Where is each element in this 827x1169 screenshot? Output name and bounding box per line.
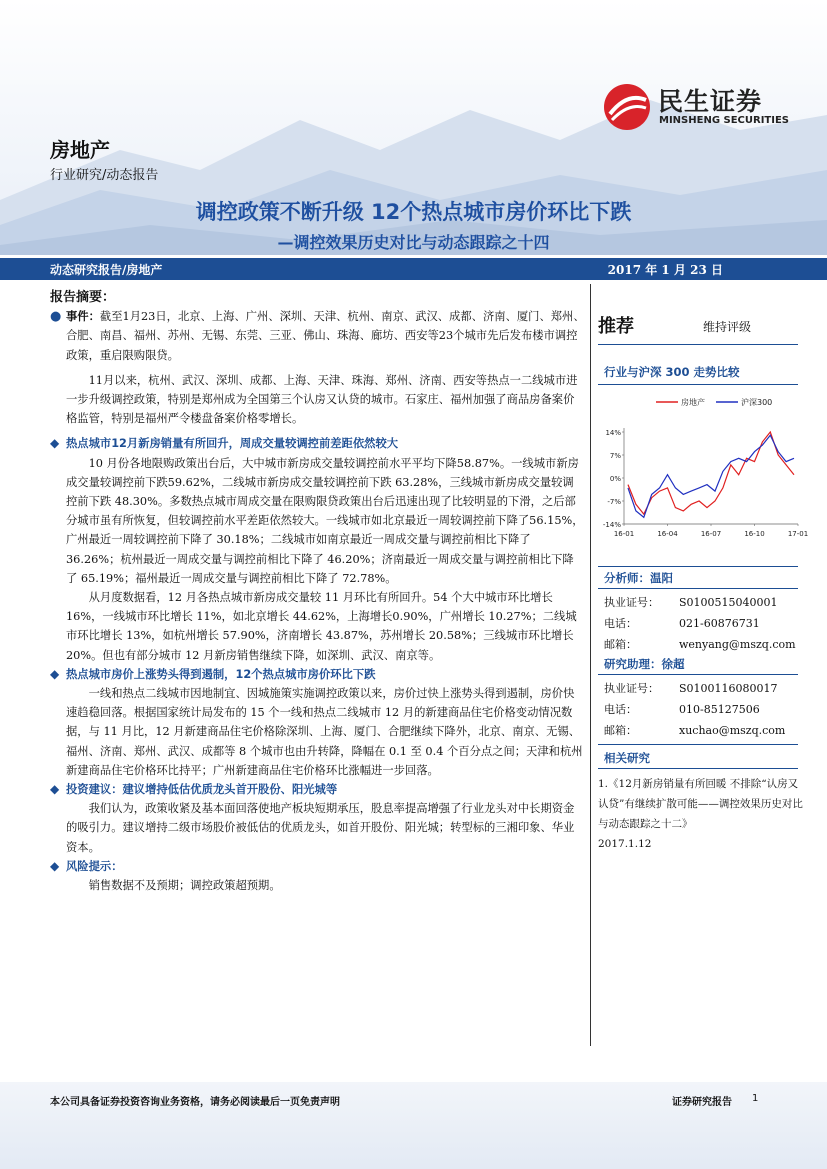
analyst-phone-row: 电话： 021-60876731 [604, 617, 760, 630]
rating-note: 维持评级 [703, 320, 752, 334]
related-heading: 相关研究 [604, 751, 650, 765]
assistant-phone-row: 电话： 010-85127506 [604, 703, 760, 716]
y-tick-label: 14% [605, 429, 621, 437]
section-1-heading: 热点城市12月新房销量有所回升，周成交量较调控前差距依然较大 [66, 437, 399, 451]
section-2-heading: 热点城市房价上涨势头得到遏制，12个热点城市房价环比下跌 [66, 667, 376, 681]
event-text: 截至1月23日，北京、上海、广州、深圳、天津、杭州、南京、武汉、成都、济南、厦门、郑州、合肥、南昌、福州、苏州、无锡、东莞、三亚、佛山、珠海、廊坊、西安等23个城市先后发布楼市调控政策，重启限购限贷。 [66, 310, 585, 362]
bullet-diamond-icon: ◆ [50, 436, 60, 451]
divider [598, 768, 798, 769]
x-tick-label: 16-04 [657, 530, 678, 538]
section-2 [50, 665, 585, 780]
bullet-dot-icon: ● [50, 309, 62, 325]
rating: 推荐 [598, 316, 634, 337]
analyst-license-row: 执业证号： S0100515040001 [604, 596, 778, 609]
section-1-paragraph-1: 10 月份各地限购政策出台后，大中城市新房成交量较调控前水平平均下降58.87%。一线城市新房成交量较调控前下跌59.62%，二线城市新房成交量较调控前下跌 63.28%，三线城市新房成交量较调控前下跌 48.30%。多数热点城市周成交量在限购限贷政策出台后迅速出现了比较明显的下滑，之后部分城市虽有所恢复，但较调控前水平差距依然较大。一线城市如北京最近一周较调控前下降了56.15%，广州最近一周较调控前下降了 30.18%；二线城市如南京最近一周成交量与调控前相比下降了 36.26%；杭州最近一周成交量与调控前相比下降了 46.20%；济南最近一周成交量与调控前相比下降了 65.19%；福州最近一周成交量与调控前相比下降了 72.78%。 [66, 456, 584, 585]
analyst-email-row: 邮箱： wenyang@mszq.com [604, 638, 796, 651]
report-type: 行业研究/动态报告 [50, 168, 159, 183]
assistant-license-row: 执业证号： S0100116080017 [604, 682, 778, 695]
report-subtitle: —调控效果历史对比与动态跟踪之十四 [277, 233, 550, 252]
bullet-diamond-icon: ◆ [50, 666, 60, 681]
assistant-email-link[interactable]: xuchao@mszq.com [679, 724, 786, 737]
sector-label: 房地产 [50, 138, 110, 162]
brand-name-cn: 民生证券 [658, 87, 763, 116]
footer-disclaimer: 本公司具备证券投资咨询业务资格，请务必阅读最后一页免责声明 [50, 1097, 340, 1108]
summary-column [50, 288, 585, 895]
section-4-paragraph: 销售数据不及预期；调控政策超预期。 [88, 879, 281, 893]
brand-logo [602, 82, 802, 132]
x-tick-label: 16-07 [700, 530, 722, 538]
divider [598, 674, 798, 675]
column-divider [590, 284, 591, 1046]
footer-label: 证券研究报告 [672, 1097, 732, 1108]
trend-chart [598, 390, 808, 550]
bullet-diamond-icon: ◆ [50, 782, 60, 797]
chart-heading: 行业与沪深 300 走势比较 [604, 365, 740, 379]
divider [598, 744, 798, 745]
divider [598, 588, 798, 589]
logo-icon [602, 82, 652, 132]
section-1-paragraph-2: 从月度数据看，12 月各热点城市新房成交量较 11 月环比有所回升。54 个大中城市环比增长 16%，一线城市环比增长 11%，如北京增长 44.62%，上海增长0.90%，广州增长 10.27%；二线城市环比增长 13%，如杭州增长 57.90%，济南增长 43.87%，苏州增长 20.58%；三线城市环比增长 20%。但也有部分城市 12 月新房销售继续下降，如深圳、武汉、南京等。 [66, 591, 577, 662]
brand-name-en: MINSHENG SECURITIES [659, 115, 789, 126]
x-tick-label: 16-10 [744, 530, 765, 538]
related-date: 2017.1.12 [598, 838, 652, 850]
x-tick-label: 16-01 [613, 530, 635, 538]
series-line-csi300 [628, 435, 794, 517]
section-3-paragraph: 我们认为，政策收紧及基本面回落使地产板块短期承压，股息率提高增强了行业龙头对中长期资金的吸引力。建议增持二级市场股价被低估的优质龙头，如首开股份、阳光城；转型标的三湘印象、华业资本。 [66, 802, 575, 854]
related-title: 1.《12月新房销量有所回暖 不排除“认房又认贷”有继续扩散可能——调控效果历史对比与动态跟踪之十二》 [598, 778, 803, 830]
event-bullet [50, 307, 585, 428]
series-line-real-estate [628, 432, 794, 514]
divider [598, 566, 798, 567]
event-label: 事件： [66, 309, 100, 324]
section-3-heading: 投资建议：建议增持低估优质龙头首开股份、阳光城等 [66, 783, 338, 797]
page-number: 1 [752, 1093, 759, 1104]
divider [598, 384, 798, 385]
analyst-info [604, 592, 799, 655]
divider [598, 344, 798, 345]
section-1 [50, 434, 585, 664]
section-2-paragraph: 一线和热点二线城市因地制宜、因城施策实施调控政策以来，房价过快上涨势头得到遏制，房价快速趋稳回落。根据国家统计局发布的 15 个一线和热点二线城市 12 月的新建商品住宅价格变动情况数据，与 11 月比，12 月新建商品住宅价格除深圳、上海、厦门、合肥继续下降外，北京、南京、无锡、福州、济南、郑州、武汉、成都等 8 个城市也由升转降，降幅在 0.1 至 0.4 个百分点之间；天津和杭州新建商品住宅价格环比持平；广州新建商品住宅价格环比涨幅进一步回落。 [66, 687, 583, 777]
legend-label-1: 沪深300 [741, 398, 773, 407]
y-tick-label: -14% [602, 521, 621, 529]
analyst-heading: 分析师：温阳 [604, 571, 673, 585]
analyst-email-link[interactable]: wenyang@mszq.com [679, 638, 796, 651]
assistant-email-row: 邮箱： xuchao@mszq.com [604, 724, 786, 737]
assistant-heading: 研究助理：徐超 [604, 657, 685, 671]
report-title: 调控政策不断升级 12个热点城市房价环比下跌 [195, 200, 632, 224]
related-item[interactable] [598, 774, 808, 854]
section-4-heading: 风险提示： [66, 859, 123, 873]
bullet-diamond-icon: ◆ [50, 858, 60, 873]
y-tick-label: 0% [609, 475, 621, 483]
legend-label-0: 房地产 [681, 398, 705, 407]
summary-heading: 报告摘要： [50, 290, 116, 305]
section-3 [50, 780, 585, 857]
band-left-label: 动态研究报告/房地产 [50, 263, 163, 277]
x-tick-label: 17-01 [787, 530, 808, 538]
section-4 [50, 857, 585, 895]
assistant-info [604, 678, 799, 741]
y-tick-label: 7% [609, 452, 621, 460]
y-tick-label: -7% [607, 498, 621, 506]
event-paragraph-2: 11月以来，杭州、武汉、深圳、成都、上海、天津、珠海、郑州、济南、西安等热点一二线城市进一步升级调控政策，特别是郑州成为全国第三个认房又认贷的城市。石家庄、福州加强了商品房备案价格监管，特别是福州严令楼盘备案价格零增长。 [66, 373, 578, 426]
report-date: 2017 年 1 月 23 日 [607, 263, 723, 277]
